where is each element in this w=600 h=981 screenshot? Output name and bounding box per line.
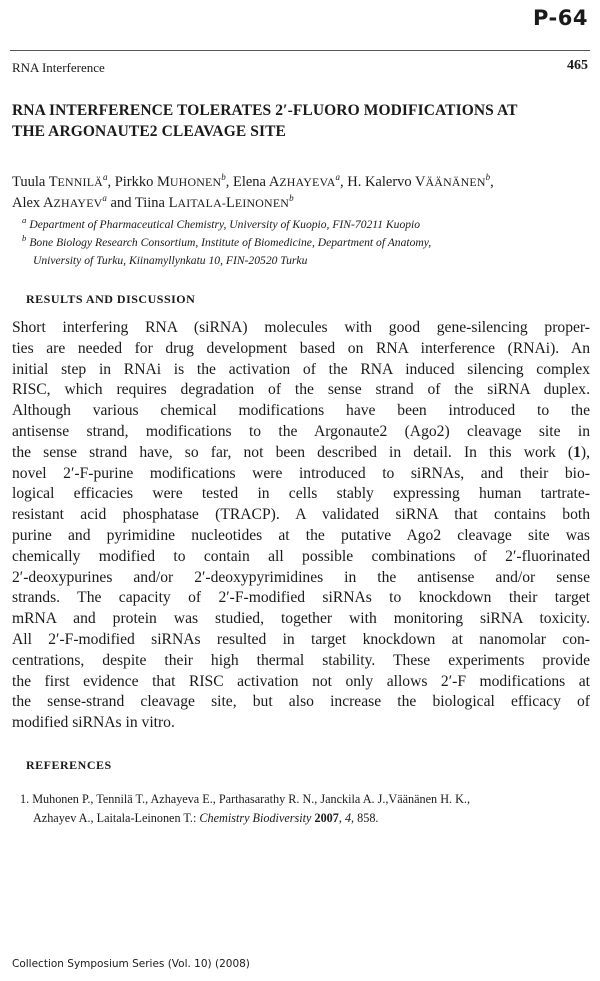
body-line: modified siRNAs in vitro. — [12, 714, 175, 732]
header-rule — [10, 50, 590, 51]
paper-title — [12, 100, 584, 142]
journal-name: Chemistry Biodiversity — [199, 811, 312, 825]
citation-ref: 1 — [573, 443, 581, 461]
affiliations — [22, 216, 587, 270]
author: Tuula TENNILÄ$^a$, — [12, 172, 112, 190]
title-line-1: RNA INTERFERENCE TOLERATES 2′-FLUORO MODIFICATIONS AT — [12, 102, 518, 119]
body-line: novel 2′-F-purine modifications were introduced to siRNAs, and their bio- — [12, 464, 590, 482]
body-line: RISC, which requires degradation of the sense strand of the siRNA duplex. — [12, 381, 590, 399]
body-line: resistant acid phosphatase (TRACP). A validated siRNA that contains both — [12, 506, 590, 524]
author: Pirkko MUHONEN$^b$, — [114, 172, 230, 190]
body-line: 2′-deoxypurines and/or 2′-deoxypyrimidines in the antisense and/or sense — [12, 568, 590, 586]
reference-line-1: 1. Muhonen P., Tennilä T., Azhayeva E., Parthasarathy R. N., Janckila A. J.,Väänänen H. K., — [20, 792, 470, 806]
body-line: centrations, despite their high thermal stability. These experiments provide — [12, 651, 590, 669]
footer-series: Collection Symposium Series (Vol. 10) (2008) — [12, 958, 250, 970]
body-line: strands. The capacity of 2′-F-modified siRNAs to knockdown their target — [12, 589, 590, 607]
body-line: purine and pyrimidine nucleotides at the putative Ago2 cleavage site was — [12, 526, 590, 544]
body-line: the sense strand have, so far, not been described in detail. In this work (1), — [12, 443, 590, 461]
body-line: initial step in RNAi is the activation of the RNA induced silencing complex — [12, 360, 590, 378]
page-number: 465 — [567, 58, 588, 73]
reference-volume: 4 — [344, 811, 352, 825]
author-list — [12, 172, 590, 214]
body-line: mRNA and protein was studied, together with monitoring siRNA toxicity. — [12, 610, 590, 628]
running-section-title: RNA Interference — [12, 60, 105, 75]
reference-item — [20, 790, 590, 828]
affiliation-a: $^a$ Department of Pharmaceutical Chemistry, University of Kuopio, FIN-70211 Kuopio — [22, 215, 421, 231]
body-line: logical efficacies were tested in cells stably expressing human tartrate- — [12, 485, 590, 503]
affiliation-b: $^b$ Bone Biology Research Consortium, Institute of Biomedicine, Department of Anatomy, — [22, 233, 432, 249]
body-line: chemically modified to contain all possible combinations of 2′-fluorinated — [12, 547, 590, 565]
section-heading-results: RESULTS AND DISCUSSION — [26, 292, 196, 306]
author: Tiina LAITALA-LEINONEN$^b$ — [134, 193, 294, 211]
body-line: the first evidence that RISC activation not only allows 2′-F modifications at — [12, 672, 590, 690]
body-line: Although various chemical modifications have been introduced to the — [12, 402, 590, 420]
body-line: the sense-strand cleavage site, but also increase the biological efficacy of — [12, 693, 590, 711]
reference-year: 2007 — [314, 811, 339, 825]
author: Alex AZHAYEV$^a$ and — [12, 193, 132, 211]
affiliation-b-continued: University of Turku, Kiinamyllynkatu 10, FIN-20520 Turku — [33, 254, 308, 267]
author: Elena AZHAYEVA$^a$, — [232, 172, 344, 190]
poster-code: P-64 — [533, 6, 588, 30]
title-line-2: THE ARGONAUTE2 CLEAVAGE SITE — [12, 123, 286, 140]
body-line: All 2′-F-modified siRNAs resulted in target knockdown at nanomolar con- — [12, 630, 590, 648]
body-line: antisense strand, modifications to the Argonaute2 (Ago2) cleavage site in — [12, 422, 590, 440]
section-heading-references: REFERENCES — [26, 758, 112, 772]
reference-line-2: Azhayev A., Laitala-Leinonen T.: Chemistry Biodiversity 2007, 4, 858. — [33, 811, 379, 825]
author: H. Kalervo VÄÄNÄNEN$^b$, — [347, 172, 494, 190]
body-line: ties are needed for drug development based on RNA interference (RNAi). An — [12, 339, 590, 357]
abstract-body — [12, 318, 590, 734]
body-line: Short interfering RNA (siRNA) molecules with good gene-silencing proper- — [12, 319, 590, 336]
